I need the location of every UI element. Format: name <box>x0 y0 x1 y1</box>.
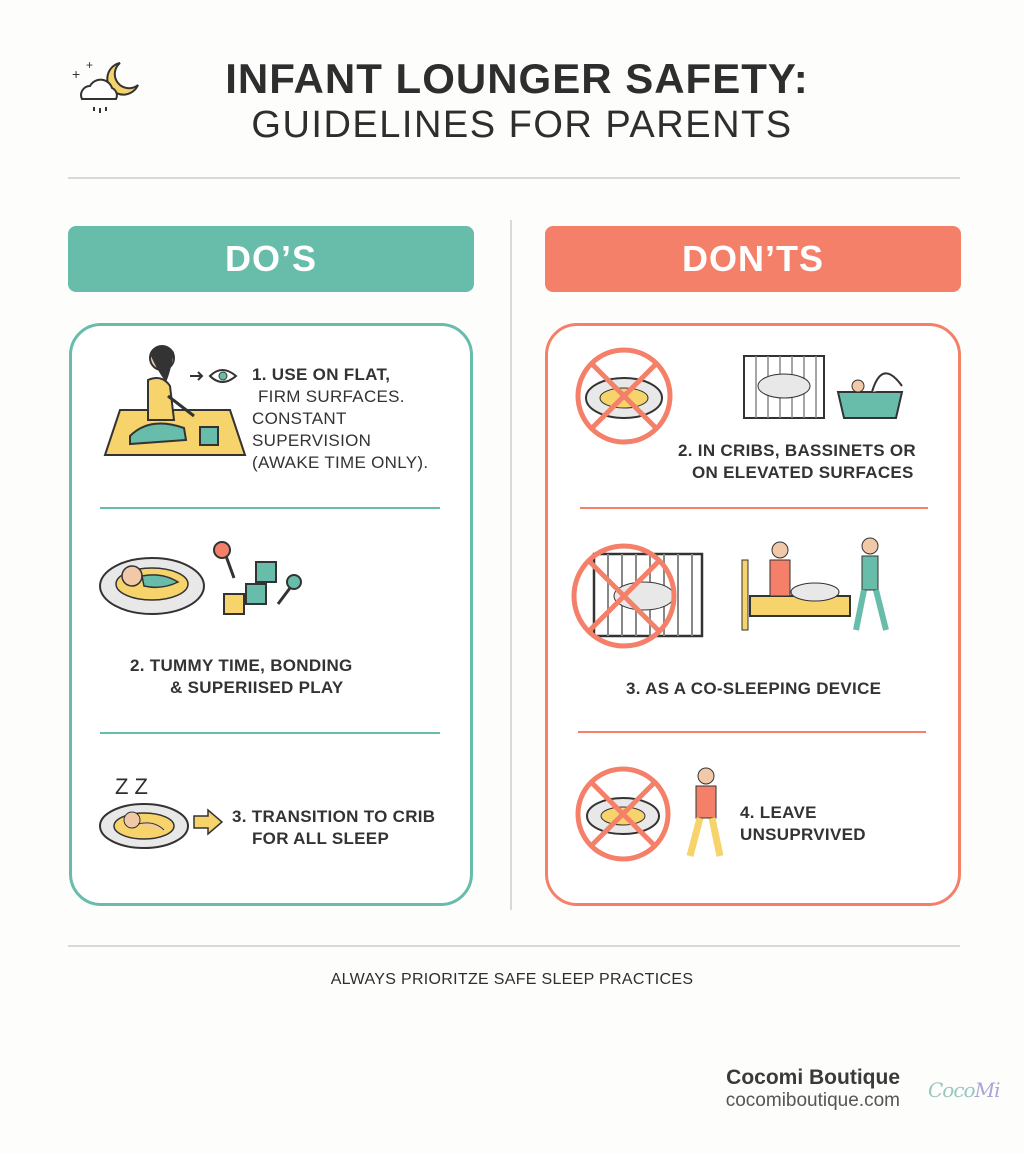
do-item-1-text <box>252 364 428 474</box>
sleep-z-text: Z Z <box>115 774 148 799</box>
dont-item-2-line: 2. IN CRIBS, BASSINETS OR <box>678 441 916 460</box>
do-separator <box>100 507 440 509</box>
do-item-2-line: & SUPERIISED PLAY <box>170 678 344 697</box>
column-divider <box>510 220 512 910</box>
dont-separator <box>578 731 926 733</box>
dont-item-4-line: 4. LEAVE <box>740 803 817 822</box>
do-item-3-text <box>232 806 435 850</box>
dont-separator <box>580 507 928 509</box>
title-line-2: GUIDELINES FOR PARENTS <box>251 104 793 146</box>
do-item-1-line: FIRM SURFACES. <box>258 387 405 406</box>
prohibited-lounger-icon <box>570 346 678 446</box>
do-item-3-line: FOR ALL SLEEP <box>252 829 390 848</box>
svg-text:+: + <box>72 66 81 82</box>
do-item-3-line: 3. TRANSITION TO CRIB <box>232 807 436 826</box>
svg-text:+: + <box>86 58 94 72</box>
lounger-toys-illustration <box>98 540 308 620</box>
do-item-1-line: SUPERVISION <box>252 431 372 450</box>
do-item-1-line: (AWAKE TIME ONLY). <box>252 453 429 472</box>
prohibited-crib-lounger-icon <box>570 544 708 644</box>
do-separator <box>100 732 440 734</box>
dont-item-3-text: 3. AS A CO-SLEEPING DEVICE <box>626 679 882 698</box>
brand-url: cocomiboutique.com <box>725 1090 900 1111</box>
crib-bassinet-illustration <box>742 352 912 422</box>
sleeping-baby-lounger-illustration <box>98 800 228 852</box>
prohibited-unattended-lounger-icon <box>570 766 676 862</box>
parent-play-mat-illustration <box>100 340 250 460</box>
walking-away-person-icon <box>682 766 728 858</box>
footer-divider <box>68 945 960 947</box>
do-item-2-text <box>130 655 353 699</box>
title-line-1: INFANT LOUNGER SAFETY: <box>225 55 809 102</box>
dont-item-4-line: UNSUPRVIVED <box>740 825 866 844</box>
brand-name: Cocomi Boutique <box>726 1066 900 1089</box>
do-item-2-line: 2. TUMMY TIME, BONDING <box>130 656 353 675</box>
co-sleeping-bed-illustration <box>740 536 900 636</box>
footer-note: ALWAYS PRIORITZE SAFE SLEEP PRACTICES <box>330 971 694 988</box>
do-item-1-line: 1. USE ON FLAT, <box>252 365 391 384</box>
brand-logo: CocoMi <box>928 1078 1000 1102</box>
do-item-1-line: CONSTANT <box>252 409 347 428</box>
dont-item-2-text <box>678 440 916 484</box>
eye-icon <box>190 366 240 386</box>
dont-item-2-line: ON ELEVATED SURFACES <box>692 463 914 482</box>
dos-header: DO’S <box>68 226 474 292</box>
dont-item-4-text <box>740 802 866 846</box>
title-divider <box>68 177 960 179</box>
donts-header: DON’TS <box>545 226 961 292</box>
